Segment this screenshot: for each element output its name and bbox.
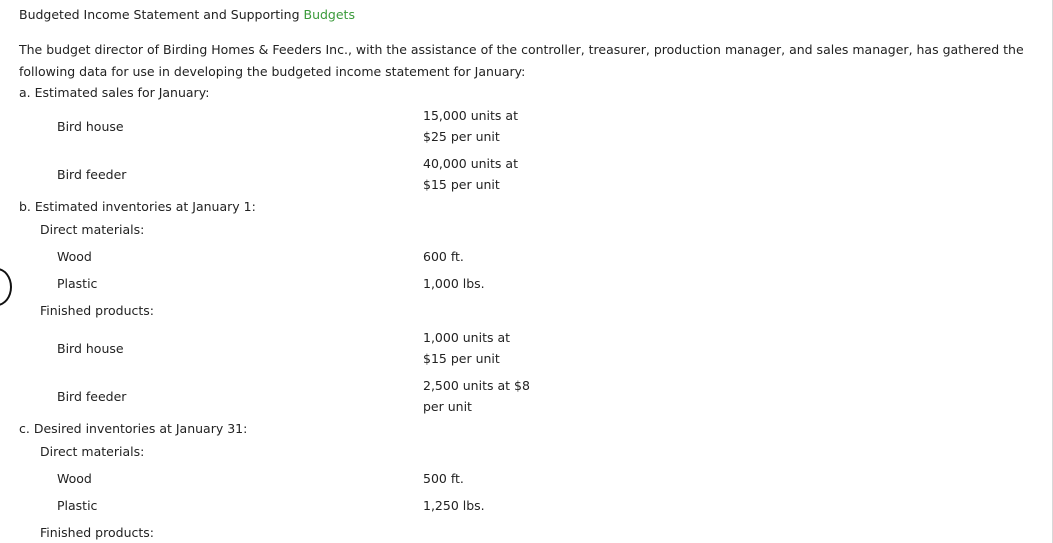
c-wood-value: 500 ft. xyxy=(423,471,464,486)
b-wood-value: 600 ft. xyxy=(423,249,464,264)
b-wood-label: Wood xyxy=(57,249,92,264)
sales-bird-feeder-line2: $15 per unit xyxy=(423,177,500,192)
c-direct-materials-label: Direct materials: xyxy=(40,444,145,459)
sales-bird-feeder-line1: 40,000 units at xyxy=(423,156,518,171)
b-plastic-label: Plastic xyxy=(57,276,98,291)
title-text: Budgeted Income Statement and Supporting xyxy=(19,7,304,22)
b-bird-feeder-line2: per unit xyxy=(423,399,472,414)
b-direct-materials-label: Direct materials: xyxy=(40,222,145,237)
c-plastic-value: 1,250 lbs. xyxy=(423,498,485,513)
sales-bird-house-line2: $25 per unit xyxy=(423,129,500,144)
c-plastic-label: Plastic xyxy=(57,498,98,513)
sales-bird-house-line1: 15,000 units at xyxy=(423,108,518,123)
sales-bird-house-label: Bird house xyxy=(57,119,124,134)
c-wood-label: Wood xyxy=(57,471,92,486)
b-bird-feeder-label: Bird feeder xyxy=(57,389,127,404)
b-plastic-value: 1,000 lbs. xyxy=(423,276,485,291)
intro-paragraph: The budget director of Birding Homes & Feeders Inc., with the assistance of the controller, treasurer, production manager, and sales manager, has gathered the following data for use in developing the budgeted income statement for January: xyxy=(19,42,1024,79)
radio-circle-icon[interactable] xyxy=(0,268,12,306)
section-a-heading: a. Estimated sales for January: xyxy=(19,85,210,100)
b-bird-house-line1: 1,000 units at xyxy=(423,330,511,345)
b-bird-house-label: Bird house xyxy=(57,341,124,356)
b-bird-house-line2: $15 per unit xyxy=(423,351,500,366)
c-finished-products-label: Finished products: xyxy=(40,525,154,540)
b-finished-products-label: Finished products: xyxy=(40,303,154,318)
sales-bird-feeder-label: Bird feeder xyxy=(57,167,127,182)
b-bird-feeder-line1: 2,500 units at $8 xyxy=(423,378,530,393)
page-title xyxy=(19,7,355,23)
section-c-heading: c. Desired inventories at January 31: xyxy=(19,421,248,436)
section-b-heading: b. Estimated inventories at January 1: xyxy=(19,199,256,214)
budgets-link[interactable]: Budgets xyxy=(303,7,355,22)
